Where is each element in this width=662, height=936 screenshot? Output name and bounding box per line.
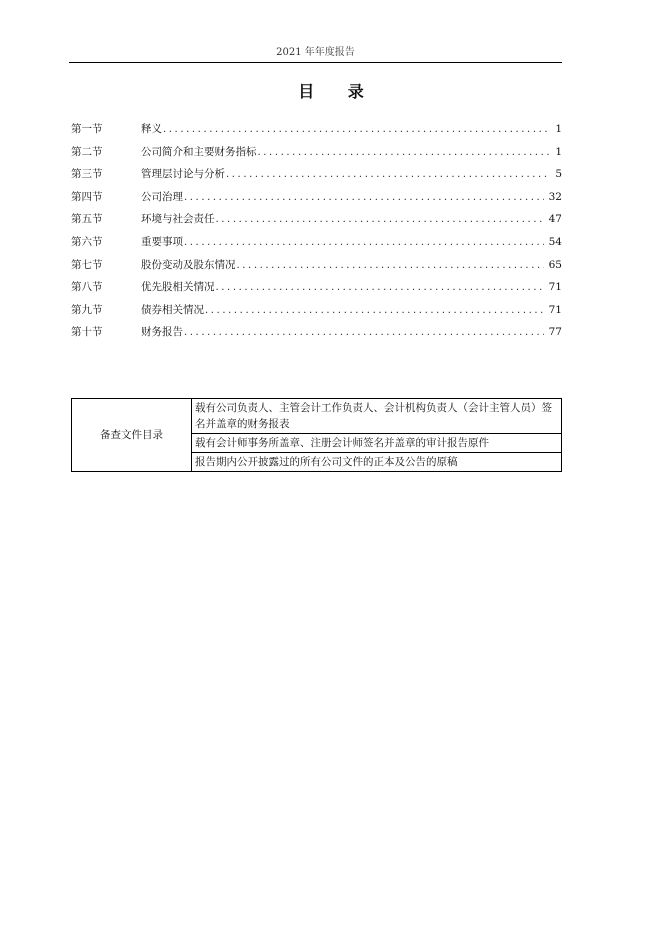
toc-section-name: 债券相关情况 [141,303,204,316]
toc-leader-dots [183,232,544,254]
toc-page-number: 1 [555,145,562,158]
reference-docs-label: 备查文件目录 [72,399,192,472]
toc-section-name: 释义 [141,123,162,135]
toc-page-number: 77 [548,326,562,339]
toc-leader-dots [236,255,544,277]
toc-entry[interactable] [71,141,562,164]
toc-section-number: 第七节 [71,258,103,271]
toc-section-name: 优先股相关情况 [141,281,215,294]
toc-page-number: 65 [548,258,562,271]
toc-section-name: 环境与社会责任 [141,213,215,226]
toc-entry[interactable] [71,254,562,277]
toc-leader-dots [215,277,544,299]
toc-entry[interactable] [71,208,562,231]
toc-section-number: 第三节 [71,168,103,181]
toc-list [71,118,562,344]
toc-leader-dots [183,322,544,344]
toc-leader-dots [215,209,544,231]
reference-doc-item: 报告期内公开披露过的所有公司文件的正本及公告的原稿 [192,453,562,472]
reference-documents-table [71,398,562,472]
toc-page-number: 71 [548,281,562,294]
reference-doc-item: 载有会计师事务所盖章、注册会计师签名并盖章的审计报告原件 [192,434,562,453]
reference-doc-item: 载有公司负责人、主管会计工作负责人、会计机构负责人（会计主管人员）签名并盖章的财务报表 [192,399,562,434]
toc-section-number: 第二节 [71,145,103,158]
toc-section-number: 第八节 [71,281,103,294]
toc-section-name: 管理层讨论与分析 [141,168,225,181]
toc-section-name: 公司治理 [141,190,183,203]
toc-leader-dots [183,187,544,209]
toc-title: 目 录 [298,82,378,101]
toc-leader-dots [162,119,550,141]
toc-section-number: 第一节 [71,123,103,135]
toc-section-name: 股份变动及股东情况 [141,258,236,271]
toc-leader-dots [204,300,544,322]
toc-page-number: 54 [548,235,562,248]
toc-page-number: 71 [548,303,562,316]
toc-section-number: 第四节 [71,190,103,203]
toc-section-name: 财务报告 [141,326,183,339]
table-row [72,399,562,434]
toc-entry[interactable] [71,118,562,141]
toc-section-number: 第九节 [71,303,103,316]
toc-page-number: 32 [548,190,562,203]
toc-entry[interactable] [71,231,562,254]
toc-entry[interactable] [71,186,562,209]
toc-page-number: 1 [555,123,562,135]
toc-entry[interactable] [71,163,562,186]
toc-section-number: 第十节 [71,326,103,339]
toc-section-name: 重要事项 [141,235,183,248]
toc-page-number: 5 [555,168,562,181]
toc-page-number: 47 [548,213,562,226]
toc-section-number: 第五节 [71,213,103,226]
page-header: 2021 年年度报告 [69,46,562,63]
toc-entry[interactable] [71,321,562,344]
toc-entry[interactable] [71,276,562,299]
toc-leader-dots [257,142,551,164]
toc-leader-dots [225,164,550,186]
toc-entry[interactable] [71,299,562,322]
toc-section-name: 公司简介和主要财务指标 [141,145,257,158]
toc-section-number: 第六节 [71,235,103,248]
